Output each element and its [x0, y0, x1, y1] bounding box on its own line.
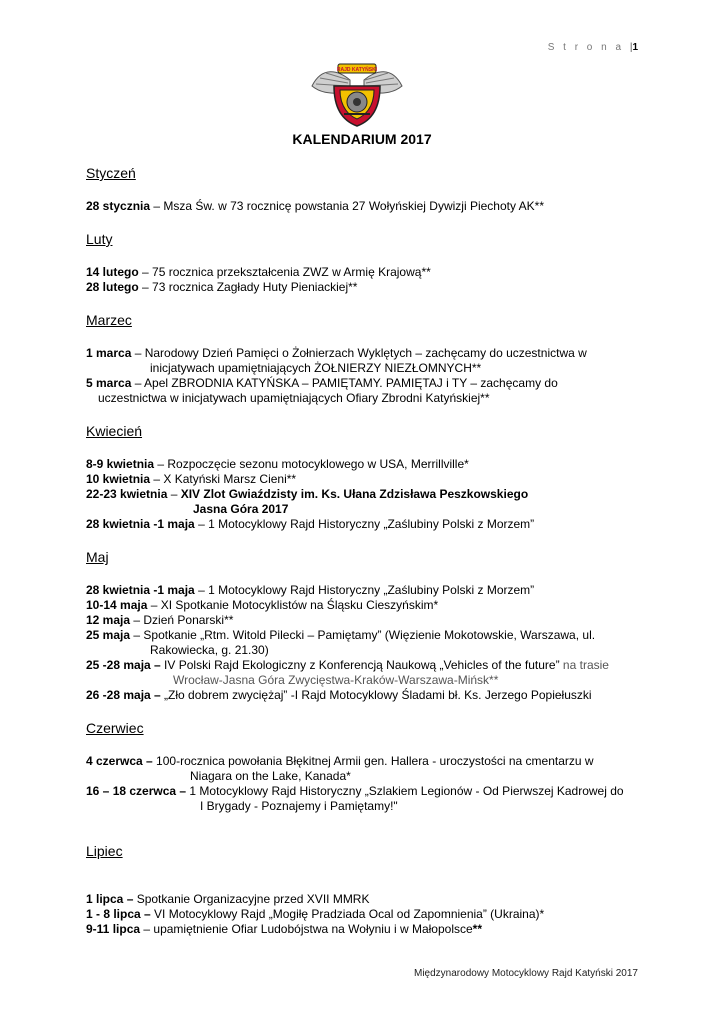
event-text: XIV Zlot Gwiaździsty im. Ks. Ułana Zdzisława Peszkowskiego: [180, 487, 529, 501]
event-date: 28 lutego: [86, 280, 139, 294]
month-heading-may: Maj: [86, 549, 109, 565]
event-entry: [86, 265, 646, 280]
calendar-content: [86, 166, 646, 937]
event-date: 12 maja: [86, 613, 131, 627]
event-entry: [86, 517, 646, 532]
event-entry: [86, 487, 646, 502]
event-date: 16 – 18 czerwca –: [86, 784, 187, 798]
event-entry: [86, 583, 646, 598]
event-text: „Zło dobrem zwyciężaj” -I Rajd Motocyklowy Śladami bł. Ks. Jerzego Popiełuszki: [160, 688, 592, 702]
month-heading-july: Lipiec: [86, 843, 123, 859]
month-heading-february: Luty: [86, 231, 113, 247]
event-entry: [86, 376, 646, 391]
event-entry: [86, 658, 646, 673]
event-date: 9-11 lipca: [86, 922, 141, 936]
event-text: – Dzień Ponarski**: [130, 613, 234, 627]
event-text: – Narodowy Dzień Pamięci o Żołnierzach Wyklętych – zachęcamy do uczestnictwa w: [131, 346, 587, 360]
event-date: 10-14 maja: [86, 598, 148, 612]
month-heading-january: Styczeń: [86, 165, 136, 181]
event-text: – 1 Motocyklowy Rajd Historyczny „Zaślubiny Polski z Morzem”: [194, 583, 535, 597]
event-entry: [86, 907, 646, 922]
event-entry: [86, 280, 646, 295]
event-entry: [86, 754, 646, 769]
event-continuation: inicjatywach upamiętniających ŻOŁNIERZY NIEZŁOMNYCH**: [150, 361, 482, 375]
event-entry: [86, 457, 646, 472]
event-date: 25 -28 maja –: [86, 658, 161, 672]
event-date: 28 kwietnia -1 maja: [86, 583, 195, 597]
event-continuation: Wrocław-Jasna Góra Zwycięstwa-Kraków-Warszawa-Mińsk**: [173, 673, 499, 687]
event-route-label: na trasie: [559, 658, 609, 672]
event-date: 26 -28 maja –: [86, 688, 161, 702]
event-date: 1 - 8 lipca –: [86, 907, 151, 921]
event-date: 5 marca: [86, 376, 132, 390]
event-date: 1 lipca –: [86, 892, 134, 906]
event-date: 14 lutego: [86, 265, 139, 279]
event-text: – 1 Motocyklowy Rajd Historyczny „Zaślubiny Polski z Morzem”: [194, 517, 535, 531]
event-text: Spotkanie Organizacyjne przed XVII MMRK: [133, 892, 370, 906]
event-entry: [86, 892, 646, 907]
event-separator: –: [167, 487, 181, 501]
event-entry: [86, 688, 646, 703]
page-title: KALENDARIUM 2017: [292, 131, 432, 147]
event-text-suffix: **: [472, 922, 483, 936]
page-footer: Międzynarodowy Motocyklowy Rajd Katyński 2017: [414, 968, 638, 979]
logo-text: RAJD KATYŃSKI: [336, 67, 378, 73]
event-continuation: Niagara on the Lake, Kanada*: [190, 769, 351, 783]
event-text: – 73 rocznica Zagłady Huty Pieniackiej**: [138, 280, 358, 294]
event-entry: [86, 346, 646, 361]
event-text: – XI Spotkanie Motocyklistów na Śląsku Cieszyńskim*: [147, 598, 439, 612]
page-number: S t r o n a |1: [547, 42, 638, 53]
event-text: 100-rocznica powołania Błękitnej Armii gen. Hallera - uroczystości na cmentarzu w: [152, 754, 594, 768]
event-text: – Rozpoczęcie sezonu motocyklowego w USA, Merrillville*: [154, 457, 469, 471]
month-heading-april: Kwiecień: [86, 423, 143, 439]
event-date: 10 kwietnia: [86, 472, 151, 486]
event-entry: [86, 784, 646, 799]
event-date: 1 marca: [86, 346, 132, 360]
event-date: 4 czerwca –: [86, 754, 153, 768]
event-text: VI Motocyklowy Rajd „Mogiłę Pradziada Ocal od Zapomnienia” (Ukraina)*: [150, 907, 545, 921]
event-entry: [86, 472, 646, 487]
event-text: – 75 rocznica przekształcenia ZWZ w Armię Krajową**: [138, 265, 431, 279]
event-date: 28 stycznia: [86, 199, 151, 213]
event-date: 22-23 kwietnia: [86, 487, 168, 501]
event-entry: [86, 613, 646, 628]
event-continuation: I Brygady - Poznajemy i Pamiętamy!": [200, 799, 398, 813]
event-text: IV Polski Rajd Ekologiczny z Konferencją Naukową „Vehicles of the future”: [160, 658, 560, 672]
event-text: – Msza Św. w 73 rocznicę powstania 27 Wołyńskiej Dywizji Piechoty AK**: [150, 199, 544, 213]
event-entry: [86, 922, 646, 937]
event-date: 8-9 kwietnia: [86, 457, 155, 471]
month-heading-june: Czerwiec: [86, 720, 144, 736]
event-text: – upamiętnienie Ofiar Ludobójstwa na Wołyniu i w Małopolsce: [140, 922, 473, 936]
event-continuation: Jasna Góra 2017: [193, 502, 289, 516]
event-date: 25 maja: [86, 628, 131, 642]
event-text: – X Katyński Marsz Cieni**: [150, 472, 297, 486]
event-text: – Spotkanie „Rtm. Witold Pilecki – Pamiętamy” (Więzienie Mokotowskie, Warszawa, ul.: [130, 628, 596, 642]
event-entry: [86, 199, 646, 214]
event-text: 1 Motocyklowy Rajd Historyczny „Szlakiem Legionów - Od Pierwszej Kadrowej do: [186, 784, 624, 798]
event-entry: [86, 598, 646, 613]
event-entry: [86, 628, 646, 643]
event-date: 28 kwietnia -1 maja: [86, 517, 195, 531]
event-continuation: Rakowiecka, g. 21.30): [150, 643, 269, 657]
month-heading-march: Marzec: [86, 312, 132, 328]
rally-logo: [310, 56, 404, 128]
event-text: – Apel ZBRODNIA KATYŃSKA – PAMIĘTAMY. PAMIĘTAJ i TY – zachęcamy do: [131, 376, 558, 390]
event-continuation: uczestnictwa w inicjatywach upamiętniających Ofiary Zbrodni Katyńskiej**: [98, 391, 490, 405]
